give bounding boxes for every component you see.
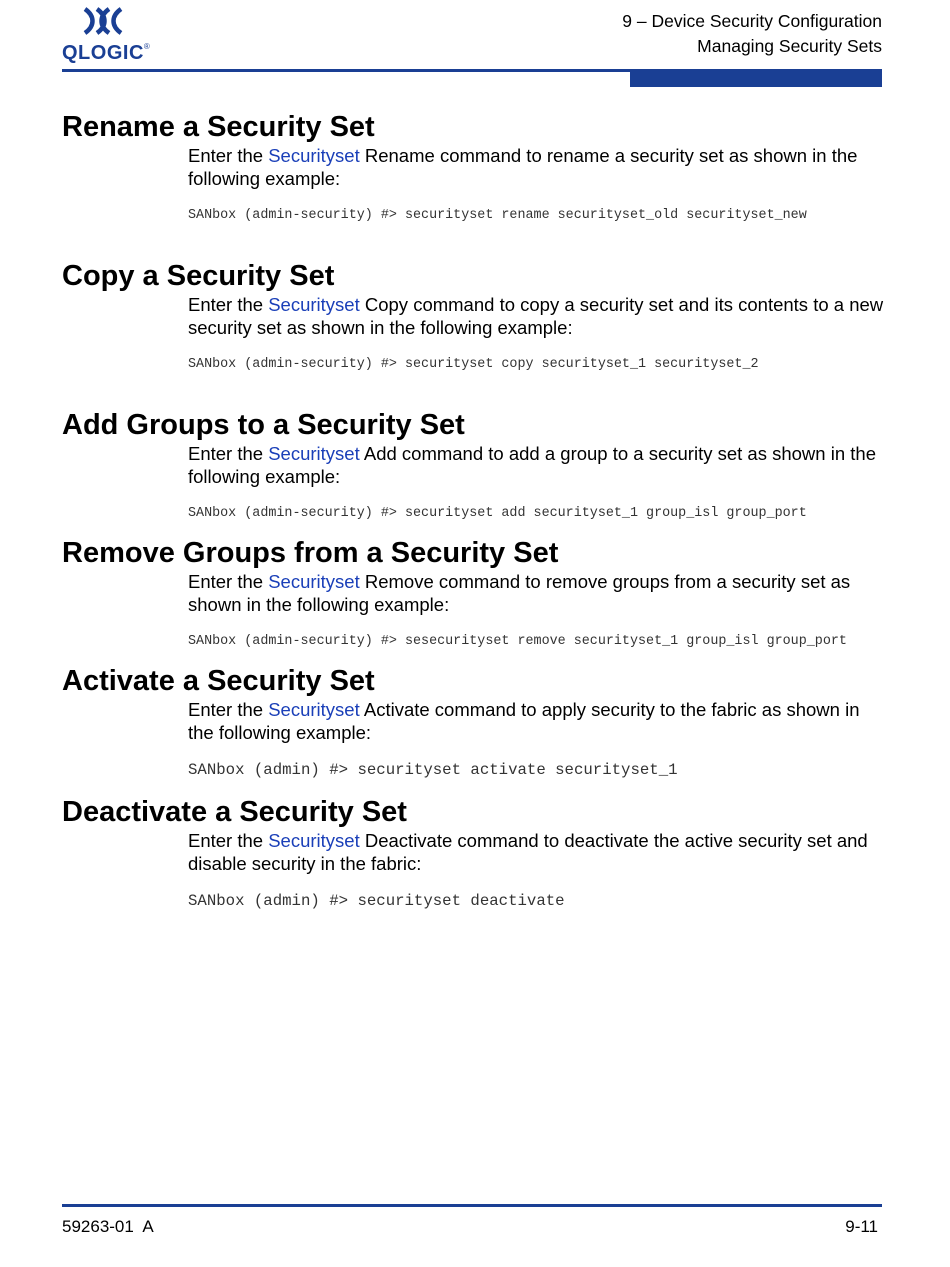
securityset-link[interactable]: Securityset — [268, 443, 360, 464]
section-paragraph: Enter the Securityset Copy command to copy a security set and its contents to a new security set as shown in the following example: — [188, 294, 884, 338]
section-heading: Add Groups to a Security Set — [62, 409, 465, 441]
section-heading: Remove Groups from a Security Set — [62, 537, 559, 569]
section-title: Managing Security Sets — [697, 36, 882, 56]
section-add-groups — [62, 408, 892, 521]
running-header — [622, 9, 882, 59]
section-heading: Copy a Security Set — [62, 260, 335, 292]
page-number: 9-11 — [845, 1217, 878, 1236]
securityset-link[interactable]: Securityset — [268, 830, 360, 851]
section-paragraph: Enter the Securityset Remove command to remove groups from a security set as shown in the following example: — [188, 571, 851, 615]
command-example: SANbox (admin) #> securityset deactivate — [188, 892, 565, 910]
command-example: SANbox (admin-security) #> securityset add securityset_1 group_isl group_port — [188, 506, 807, 521]
chapter-title: 9 – Device Security Configuration — [622, 11, 882, 31]
footer-rule — [62, 1204, 882, 1207]
command-example: SANbox (admin) #> securityset activate securityset_1 — [188, 761, 678, 779]
securityset-link[interactable]: Securityset — [268, 294, 360, 315]
qlogic-logo — [62, 6, 152, 64]
section-activate — [62, 664, 892, 779]
command-example: SANbox (admin-security) #> securityset copy securityset_1 securityset_2 — [188, 357, 759, 372]
securityset-link[interactable]: Securityset — [268, 145, 360, 166]
logo-wordmark: QLOGIC® — [62, 42, 151, 64]
section-paragraph: Enter the Securityset Rename command to rename a security set as shown in the following example: — [188, 145, 858, 189]
section-paragraph: Enter the Securityset Deactivate command to deactivate the active security set and disable security in the fabric: — [188, 830, 868, 874]
section-paragraph: Enter the Securityset Activate command to apply security to the fabric as shown in the following example: — [188, 699, 860, 743]
section-remove-groups — [62, 536, 892, 649]
section-deactivate — [62, 795, 892, 910]
header-accent-bar — [630, 72, 882, 87]
section-heading: Deactivate a Security Set — [62, 796, 407, 828]
qlogic-mark-icon — [82, 6, 124, 36]
section-rename — [62, 110, 892, 223]
section-paragraph: Enter the Securityset Add command to add a group to a security set as shown in the following example: — [188, 443, 876, 487]
document-number: 59263-01 A — [62, 1217, 154, 1236]
section-heading: Activate a Security Set — [62, 665, 375, 697]
securityset-link[interactable]: Securityset — [268, 571, 360, 592]
command-example: SANbox (admin-security) #> securityset rename securityset_old securityset_new — [188, 208, 807, 223]
section-heading: Rename a Security Set — [62, 111, 375, 143]
securityset-link[interactable]: Securityset — [268, 699, 360, 720]
command-example: SANbox (admin-security) #> sesecurityset remove securityset_1 group_isl group_port — [188, 634, 847, 649]
section-copy — [62, 259, 892, 372]
